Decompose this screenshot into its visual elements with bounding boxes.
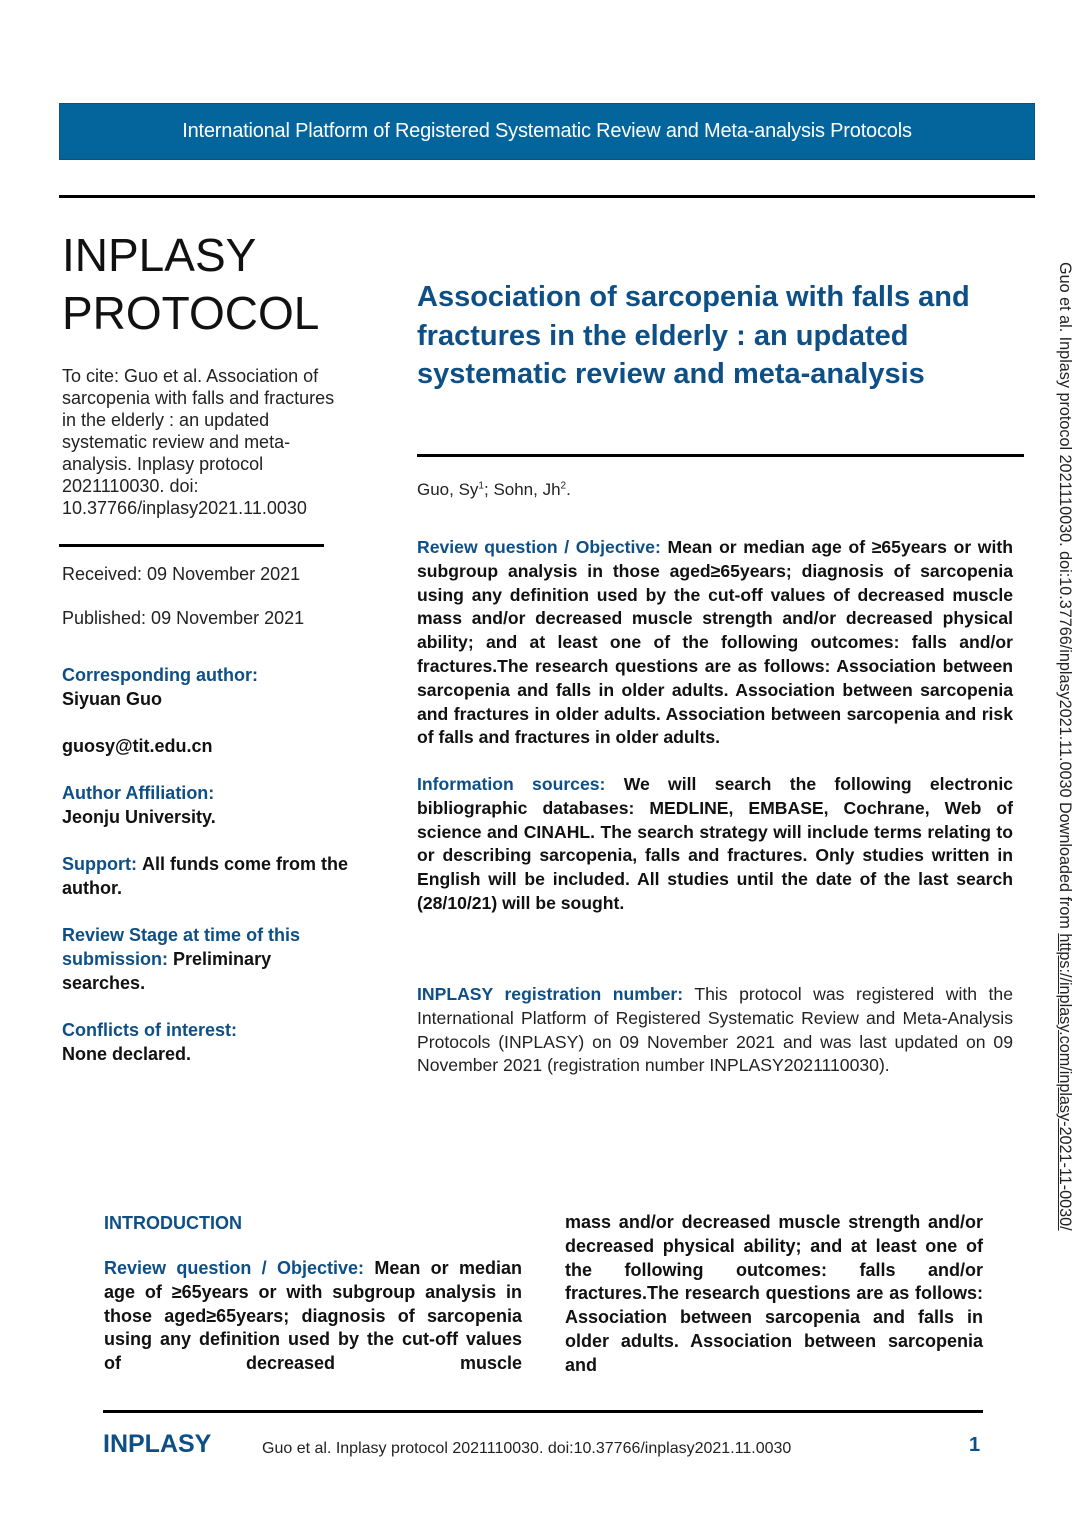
abstract-registration [417,983,1013,1078]
conflicts-section [62,1018,352,1066]
footer-brand: INPLASY [103,1430,212,1458]
affiliation-label: Author Affiliation: [62,783,215,803]
corresponding-author-label: Corresponding author: [62,665,258,685]
support-value: All funds come from the author. [62,854,349,898]
author-2: Sohn, Jh [493,480,561,499]
author-email[interactable]: guosy@tit.edu.cn [62,736,213,756]
title-divider [417,454,1024,457]
registration-text: This protocol was registered with the International Platform of Registered Systematic Review and Meta-Analysis Protocols (INPLASY) on 09 November 2021 and was last updated on 09 November 2021 (registration number INPLASY2021110030). [417,984,1013,1076]
review-question-text: Mean or median age of ≥65years or with subgroup analysis in those aged≥65years; diagnosis of sarcopenia using any definition used by the cut-off values of decreased muscle mass and/or decreased muscle strength and/or decreased physical ability; and at least one of the following outcomes: falls and/or fractures.The research questions are as follows: Association between sarcopenia and falls in older adults. Association between sarcopenia and fractures in older adults. Association between sarcopenia and risk of falls and fractures in older adults. [417,537,1013,748]
introduction-heading: INTRODUCTION [104,1213,242,1233]
registration-label: INPLASY registration number: [417,984,684,1004]
support-label: Support: [62,854,137,874]
conflicts-label: Conflicts of interest: [62,1020,238,1040]
footer-divider [103,1410,983,1413]
author-list-end: . [566,480,571,499]
sidebar-divider [59,544,324,547]
page-number: 1 [969,1434,981,1456]
author-2-affiliation-marker: 2 [560,480,567,492]
corresponding-author-section [62,663,352,711]
side-strip-text: Guo et al. Inplasy protocol 2021110030. doi:10.37766/inplasy2021.11.0030 Downloaded from [1056,262,1074,934]
side-strip-link[interactable]: https://inplasy.com/inplasy-2021-11-0030/ [1056,933,1074,1231]
published-date: Published: 09 November 2021 [62,608,305,628]
review-stage-value: Preliminary searches. [62,949,272,993]
brand-line-2: PROTOCOL [62,287,320,339]
email-section [62,734,352,758]
author-separator: ; [483,480,494,499]
support-section [62,852,352,900]
header-banner [59,103,1035,160]
review-question-label: Review question / Objective: [417,537,661,557]
abstract-information-sources [417,773,1013,916]
author-list [417,480,571,500]
author-1-affiliation-marker: 1 [478,480,484,492]
received-date: Received: 09 November 2021 [62,564,301,584]
protocol-brand-title [62,226,319,342]
top-divider [59,195,1035,198]
article-title: Association of sarcopenia with falls and fractures in the elderly : an updated systematic review and meta-analysis [417,281,970,390]
introduction-column-1 [104,1257,522,1376]
corresponding-author-name: Siyuan Guo [62,689,163,709]
dates-block [62,563,304,651]
citation-block: To cite: Guo et al. Association of sarcopenia with falls and fractures in the elderly : an updated systematic review and meta-analysis. Inplasy protocol 2021110030. doi: 10.37766/inplasy2021.11.0030 [62,366,335,518]
footer-citation: Guo et al. Inplasy protocol 2021110030. doi:10.37766/inplasy2021.11.0030 [262,1440,792,1457]
abstract-review-question [417,536,1013,750]
information-sources-label: Information sources: [417,774,606,794]
affiliation-value: Jeonju University. [62,807,216,827]
intro-review-question-label: Review question / Objective: [104,1258,365,1278]
review-stage-section [62,923,352,995]
intro-column-2-text: mass and/or decreased muscle strength and/or decreased physical ability; and at least one of the following outcomes: falls and/or fractures.The research questions are as follows: Association between sarcopenia and falls in older adults. Association between sarcopenia and [565,1212,983,1375]
intro-column-1-text: Mean or median age of ≥65years or with subgroup analysis in those aged≥65years; diagnosis of sarcopenia using any definition used by the cut-off values of decreased muscle [104,1258,522,1374]
introduction-column-2 [565,1211,983,1378]
side-download-strip [1055,262,1074,1231]
affiliation-section [62,781,352,829]
banner-text: International Platform of Registered Systematic Review and Meta-analysis Protocols [182,120,912,142]
brand-line-1: INPLASY [62,229,257,281]
review-stage-label: Review Stage at time of this submission: [62,925,301,969]
author-1: Guo, Sy [417,480,479,499]
conflicts-value: None declared. [62,1044,192,1064]
information-sources-text: We will search the following electronic bibliographic databases: MEDLINE, EMBASE, Cochrane, Web of science and CINAHL. The search strategy will include terms relating to or describing sarcopenia, falls and fractures. Only studies written in English will be included. All studies until the date of the last search (28/10/21) will be sought. [417,774,1013,913]
